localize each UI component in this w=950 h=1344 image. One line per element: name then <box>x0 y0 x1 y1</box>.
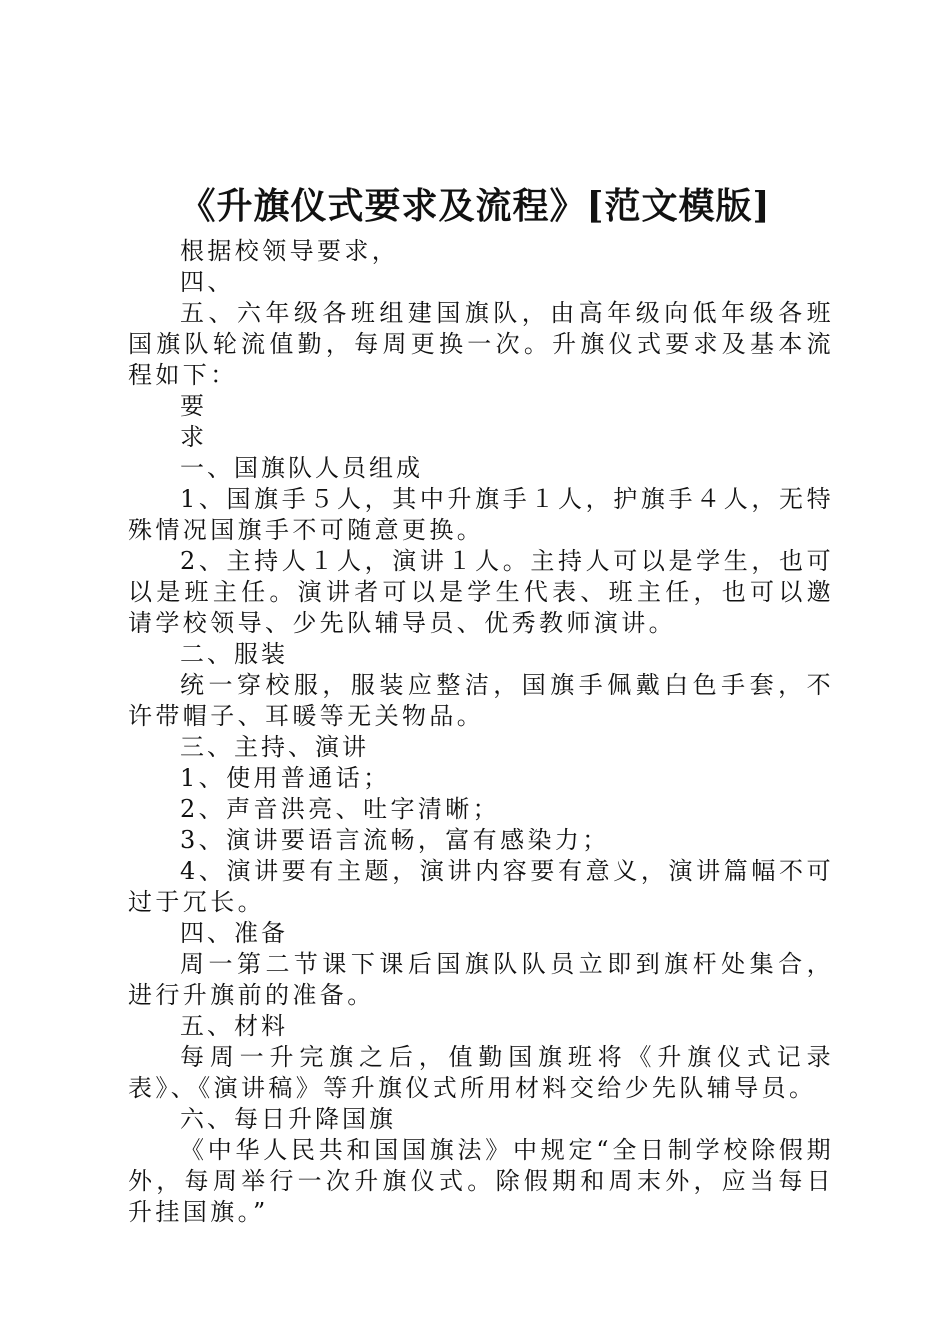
document-body <box>128 236 834 1228</box>
paragraph-grade-four: 四、 <box>180 268 235 296</box>
paragraph-requirements-char-1: 要 <box>180 392 208 420</box>
section-heading-preparation: 四、准备 <box>180 919 288 947</box>
section-heading-materials: 五、材料 <box>180 1012 288 1040</box>
paragraph-intro: 根据校领导要求， <box>180 237 400 265</box>
paragraph-grade-five-six: 五、六年级各班组建国旗队，由高年级向低年级各班国旗队轮流值勤，每周更换一次。升旗仪式要求及基本流程如下： <box>128 299 834 389</box>
list-item-voice: 2、声音洪亮、吐字清晰； <box>180 795 501 823</box>
paragraph-flag-bearers: 1、国旗手５人，其中升旗手１人，护旗手４人，无特殊情况国旗手不可随意更换。 <box>128 485 834 544</box>
paragraph-clothing: 统一穿校服，服装应整洁，国旗手佩戴白色手套，不许带帽子、耳暖等无关物品。 <box>128 671 834 730</box>
paragraph-flag-law: 《中华人民共和国国旗法》中规定“全日制学校除假期外，每周举行一次升旗仪式。除假期和周末外，应当每日升挂国旗。” <box>128 1136 834 1226</box>
paragraph-preparation: 周一第二节课下课后国旗队队员立即到旗杆处集合，进行升旗前的准备。 <box>128 950 834 1009</box>
list-item-mandarin: 1、使用普通话； <box>180 764 391 792</box>
list-item-theme: 4、演讲要有主题，演讲内容要有意义，演讲篇幅不可过于冗长。 <box>128 857 834 916</box>
paragraph-requirements-char-2: 求 <box>180 423 208 451</box>
list-item-fluency: 3、演讲要语言流畅，富有感染力； <box>180 826 610 854</box>
section-heading-team-composition: 一、国旗队人员组成 <box>180 454 423 482</box>
section-heading-clothing: 二、服装 <box>180 640 288 668</box>
paragraph-host-speaker: 2、主持人１人，演讲１人。主持人可以是学生，也可以是班主任。演讲者可以是学生代表、班主任，也可以邀请学校领导、少先队辅导员、优秀教师演讲。 <box>128 547 834 637</box>
section-heading-hosting-speech: 三、主持、演讲 <box>180 733 369 761</box>
document-title: 《升旗仪式要求及流程》[范文模版] <box>179 185 771 227</box>
section-heading-daily-flag: 六、每日升降国旗 <box>180 1105 396 1133</box>
paragraph-materials: 每周一升完旗之后，值勤国旗班将《升旗仪式记录表》、《演讲稿》等升旗仪式所用材料交给少先队辅导员。 <box>128 1043 834 1102</box>
